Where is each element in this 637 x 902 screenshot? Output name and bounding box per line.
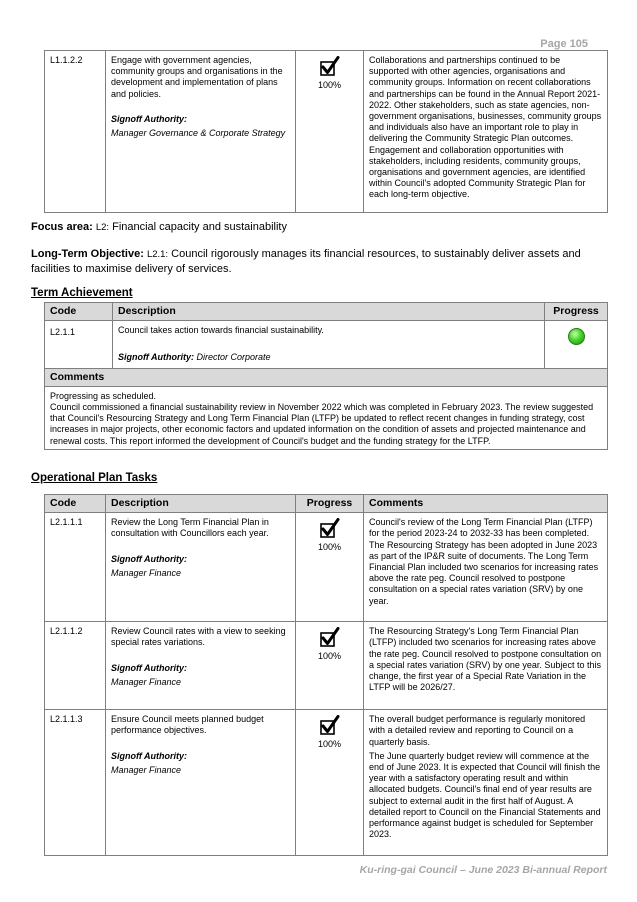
task-code: L2.1.1.1 — [45, 513, 106, 622]
checkbox-checked-icon — [319, 627, 341, 649]
progress-percent: 100% — [317, 651, 342, 662]
task-description: Review Council rates with a view to seeking special rates variations. — [111, 626, 286, 648]
previous-task-table — [44, 50, 608, 213]
focus-area — [31, 221, 287, 233]
progress-cell — [296, 622, 364, 710]
task-description-cell — [106, 51, 296, 213]
table-row — [45, 51, 608, 213]
signoff-label: Signoff Authority: — [118, 352, 194, 363]
focus-area-code: L2: — [95, 222, 110, 233]
focus-area-label: Focus area: — [31, 221, 93, 233]
objective-label: Long-Term Objective: — [31, 248, 144, 260]
task-description-cell — [106, 622, 296, 710]
signoff-label: Signoff Authority: — [111, 750, 187, 761]
column-header-progress: Progress — [296, 495, 364, 513]
signoff-value: Manager Finance — [111, 764, 182, 775]
progress-cell — [296, 710, 364, 856]
page-number: Page 105 — [540, 38, 588, 50]
objective-code: L2.1: — [146, 249, 169, 260]
term-achievement-table — [44, 302, 608, 450]
task-comment-cell — [364, 710, 608, 856]
task-comment: The overall budget performance is regularly monitored with a detailed review and reporting to Council on a quarterly basis. — [369, 714, 586, 747]
task-comment-continued: The June quarterly budget review will commence at the end of June 2023. It is expected that Council will finish the year with a satisfactory operating result and within allocated budgets. Council's final end of year results are subject to external audit in the first half of August. A detailed report to Council on the Financial Statements and performance against budget is scheduled for September 2023. — [369, 750, 601, 840]
task-code: L2.1.1.3 — [45, 710, 106, 856]
signoff-value: Manager Finance — [111, 567, 182, 578]
focus-area-text: Financial capacity and sustainability — [112, 221, 287, 233]
signoff-label: Signoff Authority: — [111, 662, 187, 673]
achievement-description: Council takes action towards financial sustainability. — [118, 325, 324, 336]
comments-body: Council commissioned a financial sustainability review in November 2022 which was completed in February 2023. The review suggested that Council's Resourcing Strategy and Long Term Financial Plan (LTFP) be updated to reflect recent changes in funding strategy, cost increases in major projects, other economic factors and updated information on the condition of assets and projected maintenance and renewal costs. This report informed the development of Council's budget and the funding strategy for the LTFP. — [50, 402, 594, 446]
signoff-value: Manager Governance & Corporate Strategy — [111, 128, 286, 139]
table-row — [45, 622, 608, 710]
table-header-row — [45, 495, 608, 513]
operational-plan-title: Operational Plan Tasks — [31, 472, 158, 484]
task-description-cell — [106, 710, 296, 856]
signoff-label: Signoff Authority: — [111, 553, 187, 564]
column-header-comments: Comments — [364, 495, 608, 513]
table-header-row — [45, 303, 608, 321]
task-comment: Collaborations and partnerships continued to be supported with other agencies, organisations and community groups. Information on recent collaborations and partnerships can be found in the Annual Report 2021-2022. Other stakeholders, such as state agencies, non-government organisations, businesses, community groups and individuals also have an important role to play in delivering the Community Strategic Plan outcomes. Engagement and collaboration opportunities with stakeholders, including residents, community groups, organisations and government agencies, are identified within Council's adopted Community Strategic Plan for each long-term objective. — [364, 51, 608, 213]
task-code: L1.1.2.2 — [45, 51, 106, 213]
column-header-description: Description — [113, 303, 545, 321]
achievement-code: L2.1.1 — [45, 321, 113, 368]
achievement-description-cell — [113, 321, 545, 368]
comments-line: Progressing as scheduled. — [50, 390, 157, 401]
term-achievement-title: Term Achievement — [31, 287, 133, 299]
progress-percent: 100% — [317, 739, 342, 750]
column-header-code: Code — [45, 495, 106, 513]
progress-cell — [296, 51, 364, 213]
long-term-objective — [31, 247, 601, 277]
achievement-signoff — [118, 352, 539, 363]
checkbox-checked-icon — [319, 518, 341, 540]
operational-plan-table — [44, 494, 608, 856]
checkbox-checked-icon — [319, 56, 341, 78]
progress-percent: 100% — [317, 80, 342, 90]
table-row — [45, 710, 608, 856]
comments-header: Comments — [45, 368, 608, 386]
table-row — [45, 321, 608, 368]
objective-text: Council rigorously manages its financial resources, to sustainably deliver assets and facilities to maximise delivery of services. — [31, 248, 581, 275]
signoff-value: Manager Finance — [111, 676, 182, 687]
achievement-comments — [45, 386, 608, 449]
table-row — [45, 513, 608, 622]
status-on-track-icon — [568, 328, 585, 345]
checkbox-checked-icon — [319, 715, 341, 737]
progress-cell — [296, 513, 364, 622]
achievement-progress-cell — [545, 321, 608, 368]
task-comment: Council's review of the Long Term Financial Plan (LTFP) for the period 2023-24 to 2032-33 has been completed. The Resourcing Strategy has been adopted in June 2023 as part of the IP&R suite of documents. The Long Term Financial Plan included two scenarios for increasing rates above the rate peg. Council resolved to postpone consultation on a special rates variation (SRV) by one year. — [364, 513, 608, 622]
task-code: L2.1.1.2 — [45, 622, 106, 710]
signoff-label: Signoff Authority: — [111, 113, 187, 124]
column-header-description: Description — [106, 495, 296, 513]
progress-percent: 100% — [317, 542, 342, 553]
report-footer: Ku-ring-gai Council – June 2023 Bi-annual Report — [359, 864, 607, 876]
task-description: Review the Long Term Financial Plan in consultation with Councillors each year. — [111, 517, 269, 539]
column-header-progress: Progress — [545, 303, 608, 321]
task-description: Engage with government agencies, community groups and organisations in the development and implementation of plans and policies. — [111, 55, 283, 99]
task-comment: The Resourcing Strategy's Long Term Financial Plan (LTFP) included two scenarios for increasing rates above the rate peg. Council resolved to postpone consultation on a special rates variation (SRV) by one year. Subject to this change, the first year of a Special Rate Variation in the LTFP will be 2026/27. — [364, 622, 608, 710]
column-header-code: Code — [45, 303, 113, 321]
task-description-cell — [106, 513, 296, 622]
signoff-value: Director Corporate — [196, 352, 271, 363]
task-description: Ensure Council meets planned budget performance objectives. — [111, 714, 264, 736]
